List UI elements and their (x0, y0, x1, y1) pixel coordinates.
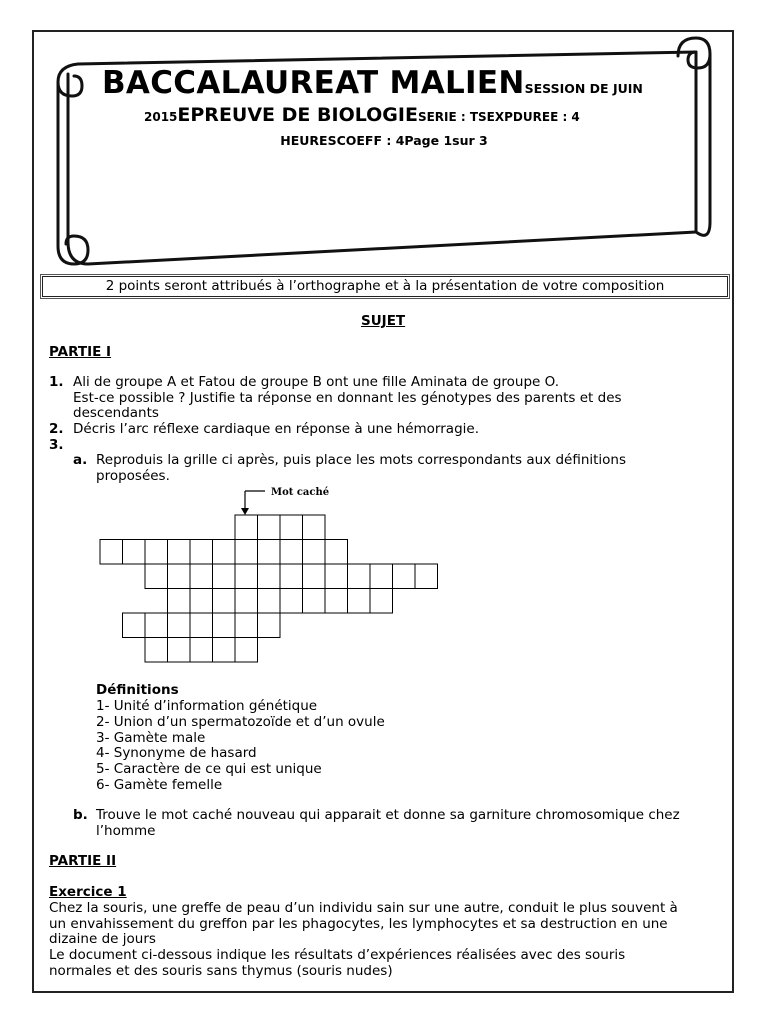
q1-line-3: descendants (73, 405, 159, 421)
q2-number: 2. (49, 421, 64, 437)
crossword-cell (348, 564, 371, 589)
exercice1-line: normales et des souris sans thymus (souris nudes) (49, 963, 393, 979)
header-line-1 (102, 65, 643, 101)
definition-item: 3- Gamète male (96, 730, 206, 746)
crossword-cell (393, 564, 416, 589)
header-line-3: HEURESCOEFF : 4Page 1sur 3 (280, 133, 488, 148)
crossword-cell (100, 540, 123, 565)
partie2-heading: PARTIE II (49, 853, 117, 869)
crossword-cell (370, 589, 393, 614)
exercice1-line: dizaine de jours (49, 931, 156, 947)
crossword-cell (303, 515, 326, 540)
crossword-cell (213, 613, 236, 638)
crossword-cell (325, 564, 348, 589)
crossword-cell (258, 540, 281, 565)
q3a-label: a. (73, 452, 88, 468)
crossword-cell (168, 589, 191, 614)
q1-number: 1. (49, 374, 64, 390)
crossword-cell (303, 564, 326, 589)
q1-line-2: Est-ce possible ? Justifie ta réponse en donnant les génotypes des parents et des (73, 390, 622, 406)
crossword-cell (213, 540, 236, 565)
q3b-line-2: l’homme (96, 823, 156, 839)
crossword-cell (280, 564, 303, 589)
crossword-cell (190, 613, 213, 638)
session-label: SESSION DE JUIN (524, 81, 643, 96)
crossword-cell (235, 613, 258, 638)
crossword-cell (235, 564, 258, 589)
crossword-cell (213, 638, 236, 663)
crossword-cell (303, 540, 326, 565)
crossword-cell (190, 564, 213, 589)
crossword-cell (280, 515, 303, 540)
crossword-cell (415, 564, 438, 589)
q3b-label: b. (73, 807, 88, 823)
header-line-2 (144, 106, 580, 125)
definition-item: 4- Synonyme de hasard (96, 745, 257, 761)
hidden-word-label: Mot caché (271, 487, 330, 498)
epreuve-title: EPREUVE DE BIOLOGIE (177, 104, 418, 126)
definition-item: 1- Unité d’information génétique (96, 698, 318, 714)
crossword-cell (303, 589, 326, 614)
crossword-cell (370, 564, 393, 589)
crossword-cell (235, 638, 258, 663)
crossword-cell (190, 540, 213, 565)
definition-item: 2- Union d’un spermatozoïde et d’un ovule (96, 714, 385, 730)
crossword-cell (258, 589, 281, 614)
q3b-line-1: Trouve le mot caché nouveau qui apparait et donne sa garniture chromosomique chez (96, 807, 680, 823)
crossword-cell (258, 515, 281, 540)
crossword-cell (123, 613, 146, 638)
crossword-cell (213, 564, 236, 589)
crossword-cell (280, 540, 303, 565)
exercice1-line: Le document ci-dessous indique les résultats d’expériences réalisées avec des souris (49, 947, 626, 963)
crossword-cell (168, 540, 191, 565)
crossword-cell (145, 564, 168, 589)
exercice1-line: Chez la souris, une greffe de peau d’un individu sain sur une autre, conduit le plus souvent à (49, 900, 678, 916)
crossword-cell (325, 589, 348, 614)
serie-label: SERIE : TSEXPDUREE : 4 (417, 110, 580, 124)
q3-number: 3. (49, 437, 64, 453)
arrow-down-icon (241, 508, 249, 515)
definition-item: 6- Gamète femelle (96, 777, 223, 793)
crossword-cell (168, 564, 191, 589)
definition-item: 5- Caractère de ce qui est unique (96, 761, 322, 777)
crossword-grid (95, 480, 455, 670)
crossword-cell (123, 540, 146, 565)
crossword-cell (190, 589, 213, 614)
crossword-cell (145, 613, 168, 638)
crossword-cell (190, 638, 213, 663)
crossword-cell (235, 589, 258, 614)
year-label: 2015 (144, 110, 178, 124)
crossword-cell (258, 613, 281, 638)
crossword-cell (348, 589, 371, 614)
crossword-cell (280, 589, 303, 614)
crossword-cell (168, 613, 191, 638)
crossword-cell (325, 540, 348, 565)
crossword-cell (145, 540, 168, 565)
q3a-line-1: Reproduis la grille ci après, puis place les mots correspondants aux définitions (96, 452, 627, 468)
exercice1-heading: Exercice 1 (49, 884, 127, 900)
crossword-cell (168, 638, 191, 663)
crossword-cell (258, 564, 281, 589)
crossword-cell (235, 540, 258, 565)
crossword-cell (145, 638, 168, 663)
sujet-heading: SUJET (361, 313, 406, 329)
notice-box: 2 points seront attribués à l’orthographe et à la présentation de votre composition (42, 276, 728, 297)
q2-text: Décris l’arc réflexe cardiaque en réponse à une hémorragie. (73, 421, 479, 437)
exam-title: BACCALAUREAT MALIEN (102, 65, 525, 101)
q3a-line-2: proposées. (96, 468, 170, 484)
crossword-cell (235, 515, 258, 540)
exercice1-line: un envahissement du greffon par les phagocytes, les lymphocytes et sa destruction en une (49, 916, 668, 932)
partie1-heading: PARTIE I (49, 344, 112, 360)
crossword-cell (213, 589, 236, 614)
definitions-heading: Définitions (96, 682, 179, 698)
q1-line-1: Ali de groupe A et Fatou de groupe B ont une fille Aminata de groupe O. (73, 374, 560, 390)
